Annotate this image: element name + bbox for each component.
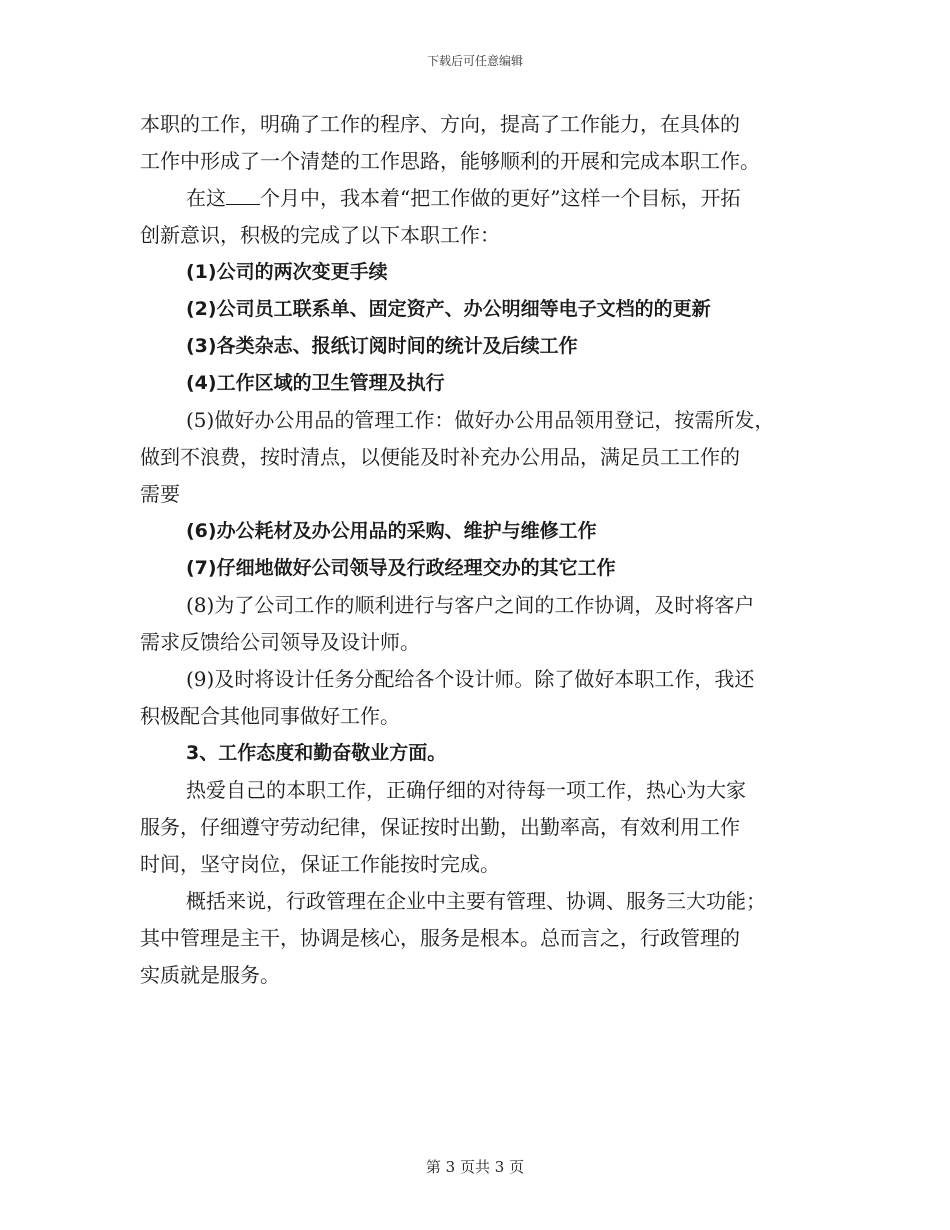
page-number: 第 3 页共 3 页 xyxy=(425,1158,525,1176)
list-item-3: (3)各类杂志、报纸订阅时间的统计及后续工作 xyxy=(186,335,578,357)
fill-in-blank xyxy=(226,186,260,205)
list-item-4: (4)工作区域的卫生管理及执行 xyxy=(186,372,445,394)
text-line: 需要 xyxy=(140,482,180,506)
text-line: 概括来说，行政管理在企业中主要有管理、协调、服务三大功能； xyxy=(186,889,766,913)
text-line: 其中管理是主干，协调是核心，服务是根本。总而言之，行政管理的 xyxy=(140,926,740,950)
text-line xyxy=(140,180,820,217)
text-line: 本职的工作，明确了工作的程序、方向，提高了工作能力，在具体的 xyxy=(140,112,740,136)
text-line: 时间，坚守岗位，保证工作能按时完成。 xyxy=(140,852,500,876)
text-line: 实质就是服务。 xyxy=(140,963,280,987)
list-item-7: (7)仔细地做好公司领导及行政经理交办的其它工作 xyxy=(186,557,616,579)
document-body xyxy=(140,106,820,994)
text-fragment: 个月中，我本着“把工作做的更好”这样一个目标，开拓 xyxy=(260,186,741,210)
list-item-9: (9)及时将设计任务分配给各个设计师。除了做好本职工作，我还 xyxy=(186,667,755,691)
page-header: 下载后可任意编辑 xyxy=(426,54,523,68)
text-line: 做到不浪费，按时清点，以便能及时补充办公用品，满足员工工作的 xyxy=(140,445,740,469)
text-line: 创新意识，积极的完成了以下本职工作： xyxy=(140,223,500,247)
list-item-2: (2)公司员工联系单、固定资产、办公明细等电子文档的的更新 xyxy=(186,298,711,320)
list-item-8: (8)为了公司工作的顺利进行与客户之间的工作协调，及时将客户 xyxy=(186,593,755,617)
text-line: 服务，仔细遵守劳动纪律，保证按时出勤，出勤率高，有效利用工作 xyxy=(140,815,740,839)
text-fragment: 在这 xyxy=(186,186,226,210)
section-heading: 3、工作态度和勤奋敬业方面。 xyxy=(186,742,447,764)
list-item-1: (1)公司的两次变更手续 xyxy=(186,261,388,283)
text-line: 工作中形成了一个清楚的工作思路，能够顺利的开展和完成本职工作。 xyxy=(140,149,760,173)
list-item-5: (5)做好办公用品的管理工作：做好办公用品领用登记，按需所发， xyxy=(186,408,775,432)
text-line: 积极配合其他同事做好工作。 xyxy=(140,704,400,728)
list-item-6: (6)办公耗材及办公用品的采购、维护与维修工作 xyxy=(186,520,597,542)
text-line: 热爱自己的本职工作，正确仔细的对待每一项工作，热心为大家 xyxy=(186,778,746,802)
text-line: 需求反馈给公司领导及设计师。 xyxy=(140,630,420,654)
